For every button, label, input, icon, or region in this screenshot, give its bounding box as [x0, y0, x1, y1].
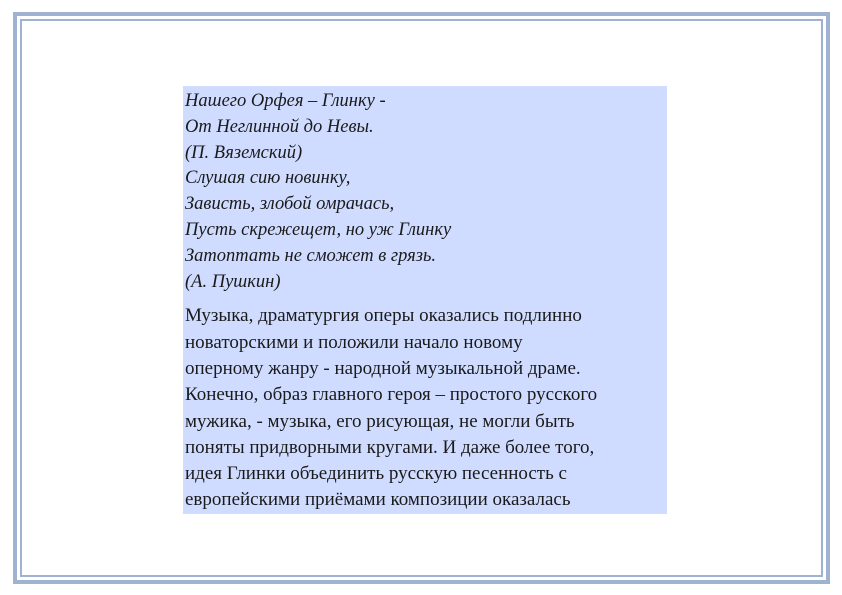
poem-line: Нашего Орфея – Глинку - [185, 91, 386, 111]
prose-line: новаторскими и положили начало новому [185, 331, 523, 353]
poem-line: Зависть, злобой омрачась, [185, 194, 395, 215]
prose-line: идея Глинки объединить русскую песенность с [185, 463, 567, 485]
prose-line: европейскими приёмами композиции оказалась [185, 489, 571, 511]
poem-attribution: (А. Пушкин) [185, 271, 281, 292]
poem-attribution: (П. Вяземский) [185, 142, 303, 163]
poem-line: Слушая сию новинку, [185, 168, 351, 189]
prose-line: Конечно, образ главного героя – простого русского [185, 384, 598, 406]
prose-line: поняты придворными кругами. И даже более того, [185, 436, 595, 458]
prose-line: Музыка, драматургия оперы оказались подлинно [185, 305, 582, 327]
poem-line: Пусть скрежещет, но уж Глинку [185, 219, 452, 240]
prose-line: оперному жанру - народной музыкальной драме. [185, 357, 581, 379]
poem-line: От Неглинной до Невы. [185, 116, 374, 137]
poem-line: Затоптать не сможет в грязь. [185, 245, 436, 266]
prose-paragraph [183, 303, 667, 513]
poem-block [183, 89, 667, 295]
text-box [183, 86, 667, 514]
prose-line: мужика, - музыка, его рисующая, не могли быть [185, 410, 575, 432]
